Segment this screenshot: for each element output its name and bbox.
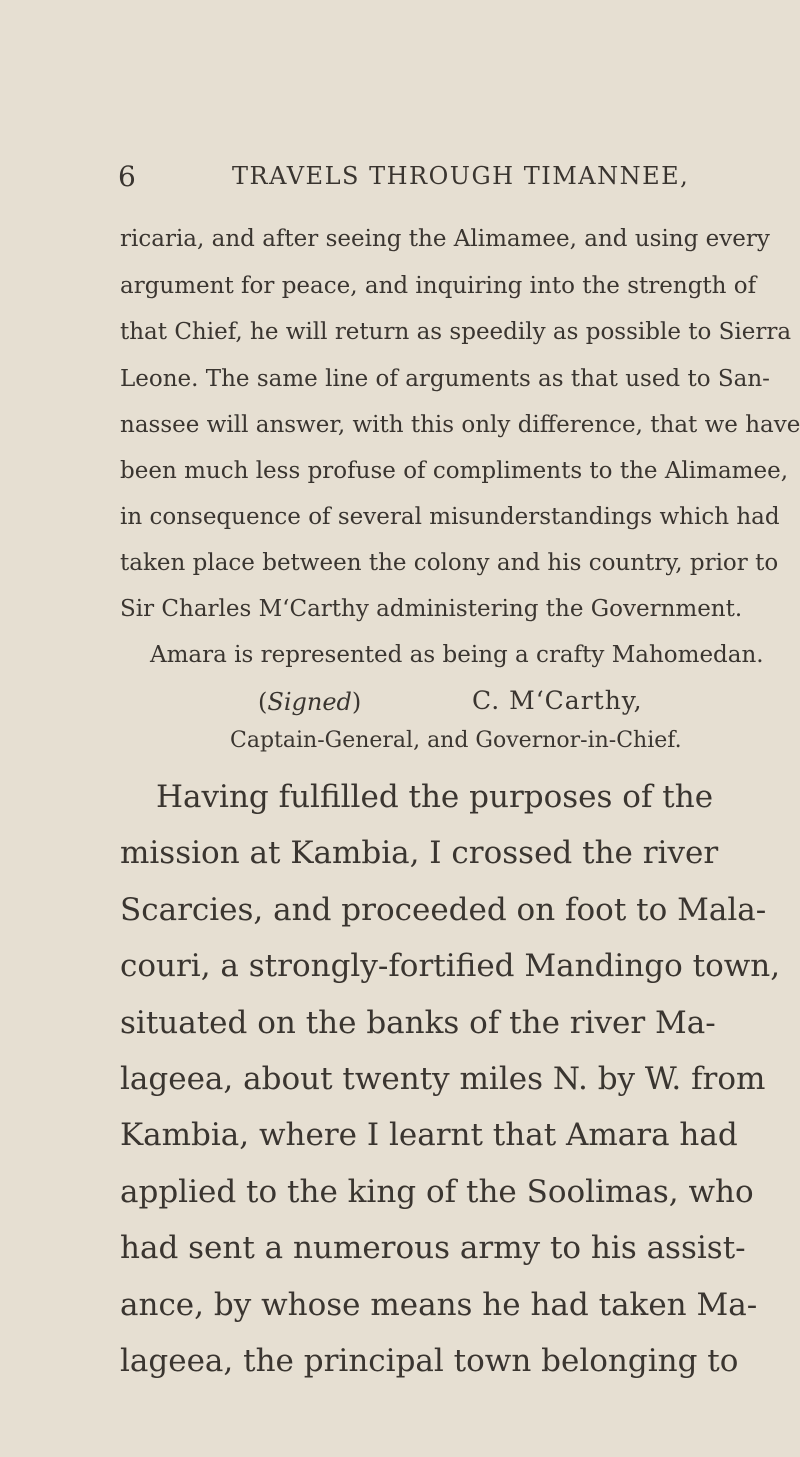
page-header bbox=[0, 160, 800, 200]
text-line: Having fulfilled the purposes of the bbox=[156, 779, 714, 815]
text-line: argument for peace, and inquiring into the strength of bbox=[120, 273, 757, 299]
signatory-title: Captain-General, and Governor-in-Chief. bbox=[230, 728, 682, 753]
text-line: had sent a numerous army to his assist- bbox=[120, 1230, 746, 1266]
text-line: ricaria, and after seeing the Alimamee, and using every bbox=[120, 226, 770, 252]
text-line: been much less profuse of compliments to the Alimamee, bbox=[120, 458, 788, 484]
text-line: Leone. The same line of arguments as that used to San- bbox=[120, 366, 770, 392]
text-line: mission at Kambia, I crossed the river bbox=[120, 835, 719, 871]
text-line: applied to the king of the Soolimas, who bbox=[120, 1174, 754, 1210]
text-line: lageea, the principal town belonging to bbox=[120, 1343, 739, 1379]
text-line: that Chief, he will return as speedily as possible to Sierra bbox=[120, 319, 792, 345]
text-line: in consequence of several misunderstandings which had bbox=[120, 504, 780, 530]
signatory-name: C. M‘Carthy, bbox=[472, 686, 643, 715]
signed-label: (Signed) bbox=[258, 688, 362, 716]
text-line: taken place between the colony and his country, prior to bbox=[120, 550, 779, 576]
text-line: Amara is represented as being a crafty Mahomedan. bbox=[150, 642, 764, 668]
page-number: 6 bbox=[118, 160, 136, 193]
text-line: ance, by whose means he had taken Ma- bbox=[120, 1287, 758, 1323]
text-line: situated on the banks of the river Ma- bbox=[120, 1005, 716, 1041]
running-title: TRAVELS THROUGH TIMANNEE, bbox=[232, 162, 690, 190]
text-line: Sir Charles M‘Carthy administering the Government. bbox=[120, 596, 743, 622]
text-line: lageea, about twenty miles N. by W. from bbox=[120, 1061, 766, 1097]
signed-word: Signed bbox=[267, 688, 352, 716]
text-line: Scarcies, and proceeded on foot to Mala- bbox=[120, 892, 767, 928]
text-line: Kambia, where I learnt that Amara had bbox=[120, 1117, 738, 1153]
text-line: nassee will answer, with this only difference, that we have bbox=[120, 412, 800, 438]
text-line: couri, a strongly-fortified Mandingo town, bbox=[120, 948, 781, 984]
